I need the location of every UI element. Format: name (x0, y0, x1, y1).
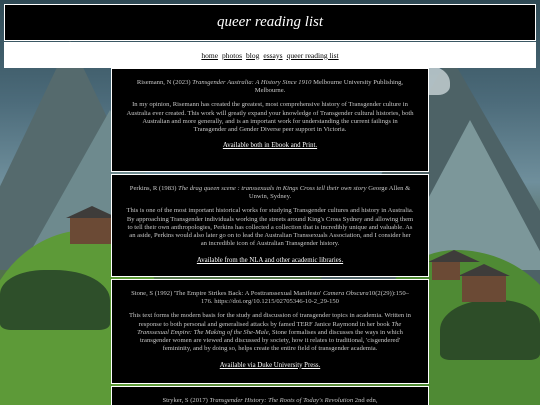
citation-title: Transgender Australia: A History Since 1910 (192, 79, 312, 86)
citation (126, 185, 414, 201)
citation-title: Camera Obscura (323, 290, 369, 297)
availability-link[interactable]: Available from the NLA and other academic libraries. (196, 256, 344, 264)
entry-description-book-title: The Transsexual Empire: The Making of the She-Male (137, 320, 402, 336)
entry-description (126, 312, 414, 353)
nav-link-photos[interactable]: photos (222, 50, 243, 60)
reading-list (111, 68, 429, 405)
citation-title: The drag queen scene : transsexuals in Kings Cross tell their own story (178, 185, 367, 192)
site-header (4, 4, 536, 41)
chalet-right (462, 276, 506, 302)
citation-author: Stryker, S (2017) (162, 397, 208, 404)
chalet-right-small (432, 262, 460, 280)
availability-link[interactable]: Available both in Ebook and Print. (222, 142, 318, 150)
reading-list-entry (111, 279, 429, 384)
citation-publisher: Melbourne University Publishing, Melbourne. (254, 79, 404, 95)
reading-list-entry (111, 68, 429, 172)
citation (126, 79, 414, 95)
citation-publisher: 2nd edn, (354, 397, 378, 404)
entry-description-start: This text forms the modern basis for the study and discussion of transgender topics in academia. Written in response to both personal and generalised attacks by famed TERF Janice Raymond in her book (129, 312, 411, 328)
nav-link-essays[interactable]: essays (263, 50, 283, 60)
availability-link[interactable]: Available via Duke University Press. (219, 361, 321, 369)
citation-author: Perkins, R (1983) (129, 185, 177, 192)
citation-publisher: 10(2(29)):150–176. https://doi.org/10.1215/02705346-10-2_29-150 (201, 290, 409, 306)
trees-right (440, 300, 540, 360)
chalet-left (70, 218, 114, 244)
reading-list-entry (111, 386, 429, 405)
entry-description-end: , Stone formalises and discusses the ways in which transgender women are viewed and discussed by society, how it relates to traditional, 'cisgendered' femininity, and by doing so, helps create the entire field of transgender academia. (140, 328, 403, 353)
citation-title: Transgender History: The Roots of Today's Revolution (209, 397, 354, 404)
citation (126, 290, 414, 306)
main-nav (4, 42, 536, 68)
site-title: queer reading list (216, 14, 324, 30)
reading-list-entry (111, 174, 429, 277)
nav-link-blog[interactable]: blog (246, 50, 260, 60)
citation-author: Stone, S (1992) 'The Empire Strikes Back: A Posttranssexual Manifesto' (131, 290, 322, 297)
citation-author: Risemann, N (2023) (136, 79, 191, 86)
citation-publisher: George Allen & Unwin, Sydney. (248, 185, 411, 201)
nav-link-home[interactable]: home (201, 50, 219, 60)
entry-description: In my opinion, Risemann has created the greatest, most comprehensive history of Transgender culture in Australia ever created. This work will greatly expand your knowledge of Transgender cultural histories, both Australian and more generally, and is an important work for understanding the current failings in Transgender and Gender Diverse peer support in Victoria. (126, 101, 414, 134)
citation (126, 397, 414, 405)
trees-left (0, 270, 110, 330)
entry-description: This is one of the most important historical works for studying Transgender cultures and history in Australia. By approaching Transgender individuals working the streets around King's Cross Sydney and allowing them to tell their own anthropologies, Perkins has collected a collection that is incredibly unique and valuable. As an aside, Perkins would also later go on to lead the Australian Transsexuals Association, and I consider her an incredible icon of Australian Transgender history. (126, 207, 414, 248)
nav-link-queer-reading-list[interactable]: queer reading list (286, 50, 339, 60)
